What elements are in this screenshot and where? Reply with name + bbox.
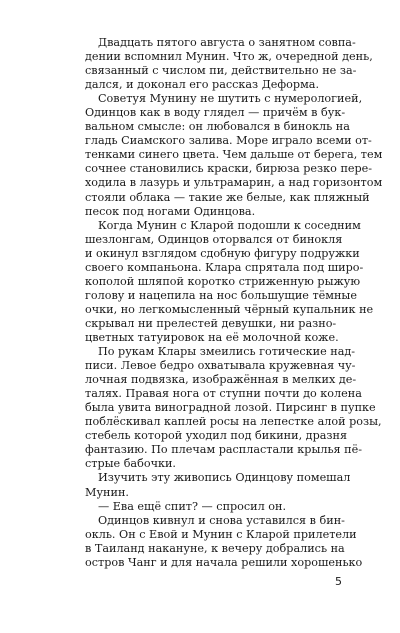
text-line: гладь Сиамского залива. Море играло всеми от- bbox=[85, 134, 372, 148]
text-line: скрывал ни прелестей девушки, ни разно- bbox=[85, 316, 337, 330]
text-line: стояли облака — такие же белые, как пляжный bbox=[85, 190, 370, 204]
text-line: талях. Правая нога от ступни почти до колена bbox=[85, 387, 362, 401]
text-line: Двадцать пятого августа о занятном совпа- bbox=[98, 36, 356, 49]
paragraph-1 bbox=[85, 36, 373, 92]
text-line: писи. Левое бедро охватывала кружевная чу- bbox=[85, 359, 356, 373]
paragraph-4 bbox=[85, 345, 382, 471]
text-line: Мунин. bbox=[85, 485, 129, 499]
text-line: шезлонгам, Одинцов оторвался от бинокля bbox=[85, 232, 343, 246]
paragraph-6 bbox=[85, 500, 317, 514]
text-line: вальном смысле: он любовался в бинокль на bbox=[85, 120, 350, 134]
text-line: песок под ногами Одинцова. bbox=[85, 204, 256, 218]
text-line: окль. Он с Евой и Мунин с Кларой прилетели bbox=[85, 527, 357, 541]
text-line: стебель которой уходил под бикини, дразня bbox=[85, 429, 348, 443]
paragraph-7 bbox=[85, 513, 363, 570]
text-line: Изучить эту живопись Одинцову помешал bbox=[98, 471, 351, 485]
text-line: и окинул взглядом сдобную фигуру подружки bbox=[85, 246, 360, 260]
text-line: ходила в лазурь и ультрамарин, а над горизонтом bbox=[85, 176, 383, 190]
dialogue-line: — Ева ещё спит? — спросил он. bbox=[98, 499, 287, 513]
text-line: По рукам Клары змеились готические над- bbox=[98, 345, 356, 359]
text-line: фантазию. По плечам распластали крылья пё- bbox=[85, 443, 363, 457]
text-line: связанный с числом пи, действительно не за- bbox=[85, 64, 357, 78]
text-line: дался, и доконал его рассказ Деформа. bbox=[85, 78, 320, 92]
text-line: кополой шляпой коротко стриженную рыжую bbox=[85, 274, 361, 288]
text-line: остров Чанг и для начала решили хорошенько bbox=[85, 555, 363, 569]
body-text bbox=[85, 36, 383, 570]
paragraph-5 bbox=[85, 471, 351, 499]
text-line: была увита виноградной лозой. Пирсинг в пупке bbox=[85, 401, 376, 415]
page-number: 5 bbox=[335, 575, 342, 588]
text-line: Одинцов кивнул и снова уставился в бин- bbox=[98, 513, 345, 527]
text-line: Одинцов как в воду глядел — причём в бук- bbox=[85, 106, 346, 120]
text-line: цветных татуировок на её молочной коже. bbox=[85, 330, 339, 344]
text-line: стрые бабочки. bbox=[85, 457, 176, 471]
text-line: очки, но легкомысленный чёрный купальник не bbox=[85, 302, 374, 316]
text-line: поблёскивал каплей росы на лепестке алой розы, bbox=[85, 415, 382, 429]
paragraph-3 bbox=[85, 218, 374, 345]
text-line: сочнее становились краски, бирюза резко пере- bbox=[85, 162, 373, 176]
text-line: лочная подвязка, изображённая в мелких де- bbox=[85, 373, 357, 387]
text-line: голову и нацепила на нос большущие тёмные bbox=[85, 288, 357, 302]
text-line: дении вспомнил Мунин. Что ж, очередной день, bbox=[85, 50, 373, 64]
text-line: своего компаньона. Клара спрятала под широ- bbox=[85, 260, 364, 274]
text-line: тенками синего цвета. Чем дальше от берега, тем bbox=[85, 148, 383, 162]
text-line: Советуя Мунину не шутить с нумерологией, bbox=[98, 92, 363, 106]
text-line: в Таиланд накануне, к вечеру добрались на bbox=[85, 541, 345, 555]
paragraph-2 bbox=[85, 92, 383, 218]
text-line: Когда Мунин с Кларой подошли к соседним bbox=[98, 218, 361, 232]
